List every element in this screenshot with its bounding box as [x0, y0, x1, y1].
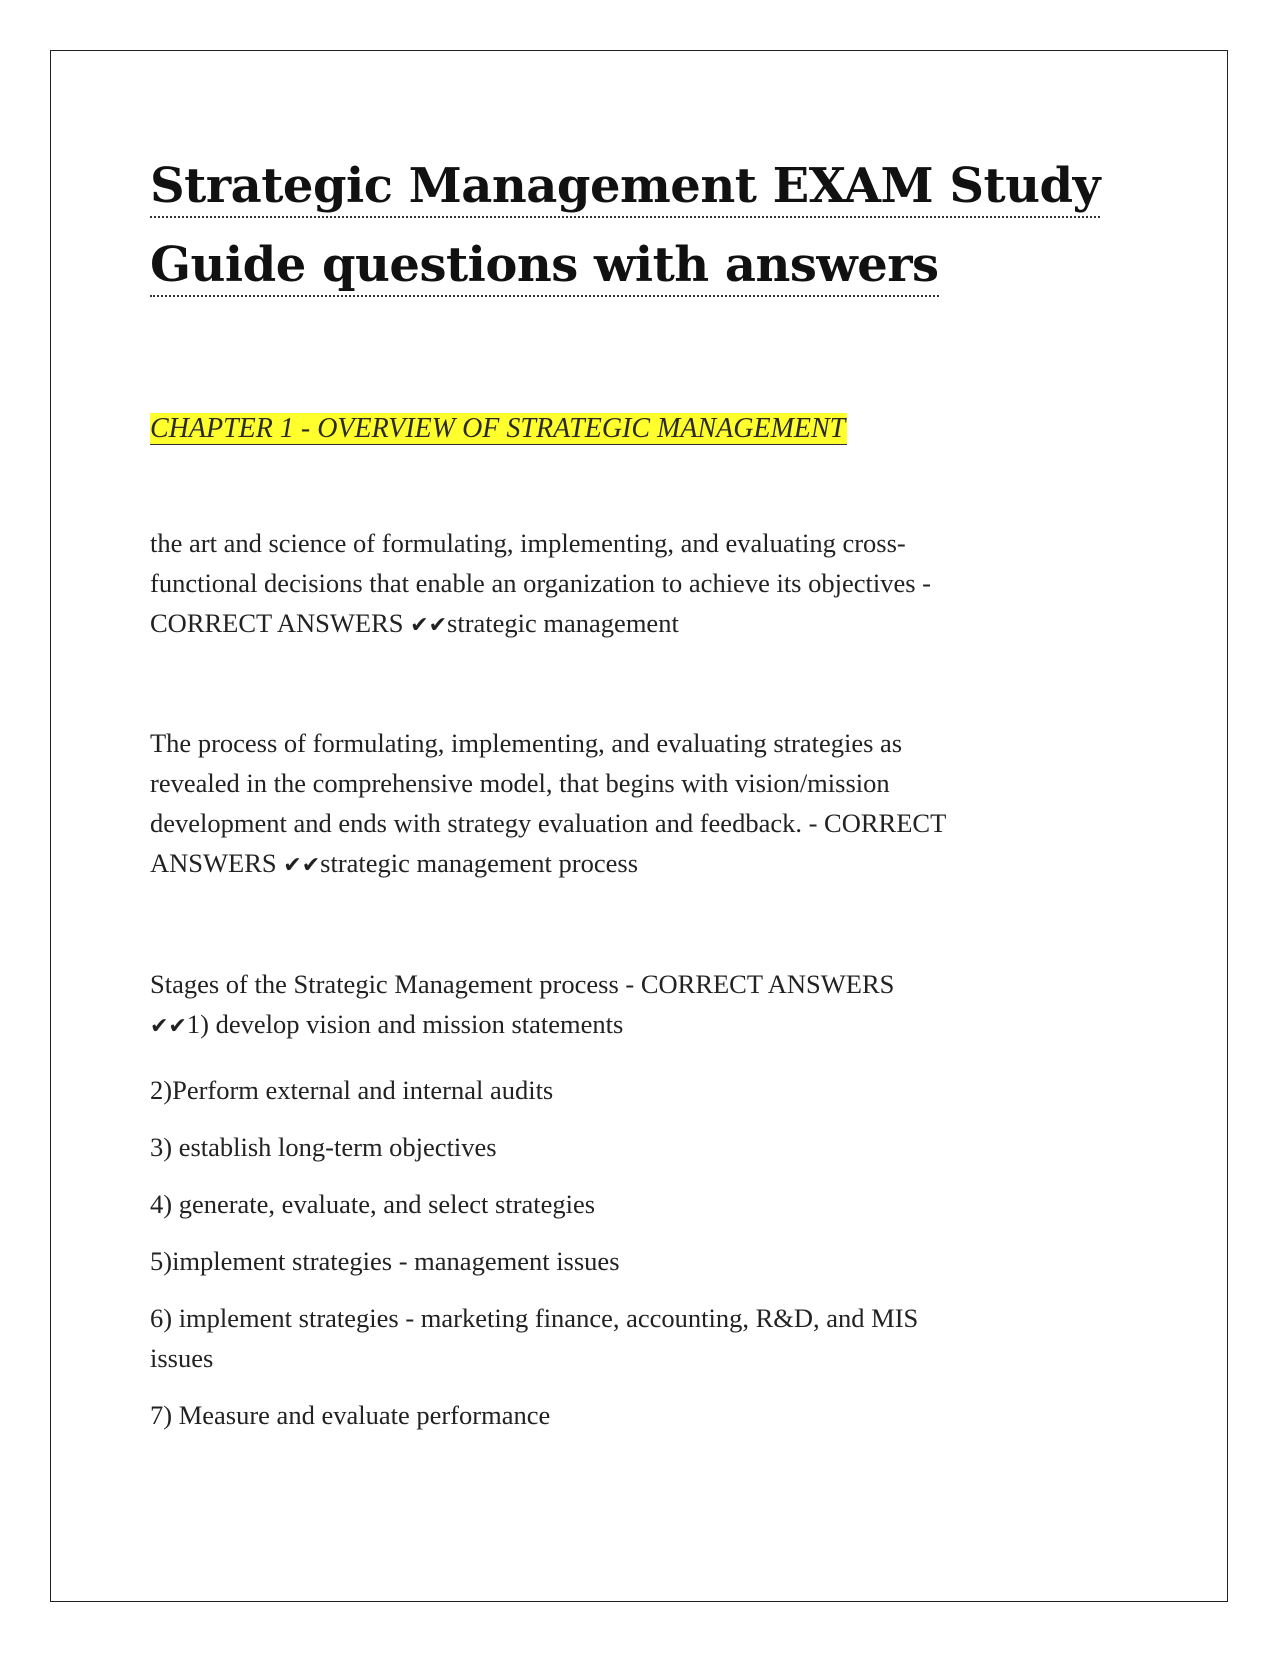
stage-item: 6) implement strategies - marketing finance, accounting, R&D, and MIS [150, 1303, 919, 1333]
chapter-heading [150, 410, 847, 448]
qa-item-1 [150, 523, 1130, 646]
qa-1-answer: strategic management [447, 608, 679, 638]
qa-1-line-3 [150, 603, 1130, 646]
stage-item: 2)Perform external and internal audits [150, 1075, 554, 1105]
qa-2-line-2: revealed in the comprehensive model, that begins with vision/mission [150, 768, 890, 798]
qa-item-2 [150, 723, 1130, 886]
qa-2-line-1: The process of formulating, implementing, and evaluating strategies as [150, 728, 903, 758]
stage-item-continued: issues [150, 1343, 214, 1373]
document-title [150, 150, 1130, 308]
qa-2-answer-prefix: ANSWERS [150, 848, 284, 878]
stage-item: 5)implement strategies - management issues [150, 1246, 620, 1276]
qa-2-line-3: development and ends with strategy evaluation and feedback. - CORRECT [150, 808, 947, 838]
qa-1-answer-prefix: CORRECT ANSWERS [150, 608, 411, 638]
checkmark-icon: ✔✔ [283, 853, 321, 878]
stage-item: 3) establish long-term objectives [150, 1132, 497, 1162]
qa-2-line-4 [150, 843, 1130, 886]
checkmark-icon: ✔✔ [410, 613, 448, 638]
qa-3-answer: 1) develop vision and mission statements [186, 1009, 624, 1039]
qa-3-line-1: Stages of the Strategic Management process - CORRECT ANSWERS [150, 969, 895, 999]
qa-1-line-1: the art and science of formulating, implementing, and evaluating cross- [150, 528, 906, 558]
title-line-1: Strategic Management EXAM Study [150, 156, 1100, 218]
qa-2-answer: strategic management process [320, 848, 639, 878]
title-line-2: Guide questions with answers [150, 235, 939, 297]
stage-item: 7) Measure and evaluate performance [150, 1400, 551, 1430]
qa-3-line-2 [150, 1004, 1130, 1047]
qa-1-line-2: functional decisions that enable an organization to achieve its objectives - [150, 568, 931, 598]
checkmark-icon: ✔✔ [150, 1014, 187, 1039]
chapter-heading-text: CHAPTER 1 - OVERVIEW OF STRATEGIC MANAGEMENT [150, 413, 846, 444]
stage-item: 4) generate, evaluate, and select strategies [150, 1189, 596, 1219]
qa-item-3 [150, 964, 1130, 1047]
